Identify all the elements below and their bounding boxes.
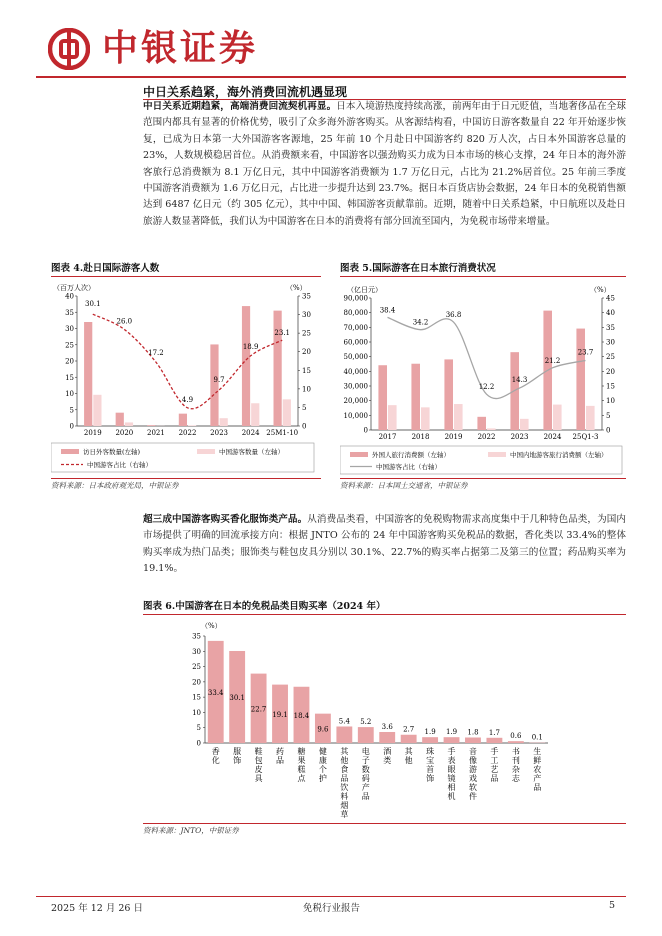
x-tick-label: 2022 xyxy=(477,433,496,441)
left-tick-label: 15 xyxy=(65,373,74,382)
y-axis-unit: （%） xyxy=(201,622,222,630)
x-tick-label: 2024 xyxy=(241,429,260,437)
category-label-char: 件 xyxy=(468,792,477,801)
line-data-label: 21.2 xyxy=(544,356,561,365)
category-label-char: 镜 xyxy=(447,774,456,783)
category-label-char: 烟 xyxy=(340,801,349,810)
right-axis-unit: （%） xyxy=(590,286,611,294)
fig4-title-rule xyxy=(51,276,321,277)
bar-value-label: 5.2 xyxy=(360,718,372,727)
bar-fig5-china xyxy=(586,406,595,430)
x-tick-label: 2021 xyxy=(147,429,165,437)
line-data-label: 26.0 xyxy=(116,317,133,326)
category-label-char: 电 xyxy=(361,747,370,756)
paragraph-lead: 中日关系近期趋紧，高端消费回流契机再显。 xyxy=(143,101,337,112)
category-bar xyxy=(486,738,502,743)
category-label-char: 产 xyxy=(533,774,542,783)
category-bar xyxy=(465,737,481,743)
section-title: 中日关系趋紧，海外消费回流机遇显现 xyxy=(143,85,348,99)
category-label-char: 宝 xyxy=(426,756,435,765)
category-label-char: 健 xyxy=(318,747,327,756)
category-bar xyxy=(358,727,374,743)
category-bar xyxy=(508,741,524,743)
bar-value-label: 19.1 xyxy=(272,710,288,719)
line-data-label: 14.3 xyxy=(511,376,528,385)
bar-value-label: 1.7 xyxy=(488,728,500,737)
x-tick-label: 25M1-10 xyxy=(266,429,299,437)
category-label-char: 化 xyxy=(211,756,220,765)
category-label-char: 饮 xyxy=(340,783,349,792)
bar-fig4-china xyxy=(188,425,196,426)
category-label-char: 糕 xyxy=(297,765,306,774)
company-logo-icon xyxy=(48,28,90,70)
y-tick-label: 20 xyxy=(192,678,201,687)
right-tick-label: 10 xyxy=(606,397,615,406)
legend-label: 中国内地游客旅行消费额（左轴） xyxy=(510,451,608,459)
category-label-char: 护 xyxy=(318,774,327,783)
fig4-source-rule xyxy=(51,478,321,479)
legend-swatch xyxy=(197,449,215,454)
left-tick-label: 60,000 xyxy=(343,338,368,347)
bar-fig5-total xyxy=(477,417,486,430)
bar-value-label: 1.9 xyxy=(424,728,436,737)
right-tick-label: 40 xyxy=(606,309,615,318)
category-bar xyxy=(336,726,352,743)
category-label-char: 香 xyxy=(211,747,220,756)
bar-fig5-total xyxy=(378,365,387,430)
bar-fig5-china xyxy=(421,407,430,430)
line-data-label: 17.2 xyxy=(148,349,164,358)
category-label-char: 饰 xyxy=(426,774,435,783)
x-tick-label: 2019 xyxy=(83,429,102,437)
fig4-title: 图表 4.赴日国际游客人数 xyxy=(51,263,160,274)
category-label-char: 手 xyxy=(447,747,456,756)
bar-value-label: 5.4 xyxy=(338,717,350,726)
fig5-source: 资料来源：日本国土交通省，中银证券 xyxy=(340,481,468,490)
right-tick-label: 5 xyxy=(302,403,307,412)
right-tick-label: 30 xyxy=(606,338,615,347)
right-tick-label: 10 xyxy=(302,385,311,394)
left-tick-label: 50,000 xyxy=(343,353,368,362)
left-tick-label: 80,000 xyxy=(343,309,368,318)
bar-fig4-total xyxy=(179,414,187,426)
right-tick-label: 15 xyxy=(302,366,311,375)
category-label-char: 珠 xyxy=(426,747,435,756)
bar-fig4-china xyxy=(125,422,133,426)
category-label-char: 产 xyxy=(361,783,370,792)
y-tick-label: 5 xyxy=(196,724,201,733)
bar-fig4-total xyxy=(84,322,92,426)
legend-label: 中国游客占比（右轴） xyxy=(87,461,152,469)
bar-fig4-china xyxy=(93,395,101,426)
paragraph-china-japan xyxy=(143,99,626,230)
x-tick-label: 2017 xyxy=(378,433,397,441)
right-tick-label: 25 xyxy=(606,353,615,362)
left-tick-label: 0 xyxy=(69,422,74,431)
category-bar xyxy=(379,732,395,743)
bar-value-label: 1.9 xyxy=(445,728,458,737)
legend-label: 外国人旅行消费额（左轴） xyxy=(372,451,450,459)
fig5-chart xyxy=(340,278,626,476)
y-tick-label: 25 xyxy=(192,663,201,672)
left-tick-label: 0 xyxy=(363,426,368,435)
category-label-char: 鲜 xyxy=(533,756,542,765)
left-tick-label: 40,000 xyxy=(343,367,368,376)
bar-fig4-total xyxy=(242,306,250,426)
category-label-char: 其 xyxy=(404,747,413,756)
x-tick-label: 2023 xyxy=(210,429,228,437)
category-label-char: 其 xyxy=(340,747,349,756)
fig5-title-rule xyxy=(340,276,626,277)
line-data-label: 18.9 xyxy=(242,342,259,351)
category-label-char: 农 xyxy=(533,765,542,774)
right-tick-label: 0 xyxy=(302,422,307,431)
fig4-source: 资料来源：日本政府观光局，中银证券 xyxy=(51,481,179,490)
bar-fig4-total xyxy=(210,344,218,426)
line-data-label: 4.9 xyxy=(181,395,194,404)
right-tick-label: 35 xyxy=(606,323,615,332)
legend-swatch xyxy=(350,452,368,457)
right-tick-label: 5 xyxy=(606,411,611,420)
right-tick-label: 20 xyxy=(606,367,615,376)
y-tick-label: 30 xyxy=(192,647,201,656)
legend-label: 中国游客数量（左轴） xyxy=(219,448,284,456)
category-label-char: 像 xyxy=(468,756,477,765)
y-tick-label: 0 xyxy=(196,739,201,748)
left-tick-label: 30 xyxy=(65,325,74,333)
category-label-char: 食 xyxy=(340,765,349,774)
category-label-char: 药 xyxy=(276,747,285,756)
brand-name: 中银证券 xyxy=(102,27,259,69)
category-label-char: 数 xyxy=(361,765,370,774)
paragraph-body: 日本入境游热度持续高涨，前两年由于日元贬值，当地奢侈品在全球范围内都具有显著的价格优势，吸引了众多海外游客购买。从客源结构看，中国访日游客数量自 22 年开始逐步恢复，已成为日本第一大外国游客客源地，25 年前 10 个月赴日中国游客约 820 万人次，占日本外国游客总量的 23%，人数规模稳居首位。从消费额来看，中国游客以强劲购买力成为日本市场的核心支撑，24 年日本的海外游客旅行总消费额为 8.1 万亿日元，其中中国游客消费额为 1.7 万亿日元，占比为 21.2%居首位。25 年前三季度中国游客消费额为 1.6 万亿日元，占比进一步提升达到 23.7%。据日本百货店协会数据，24 年日本的免税销售额达到 6487 亿日元（约 305 亿元），其中中国、韩国游客贡献靠前。近期，随着中日关系趋紧，中日航班以及赴日旅游人数显著降低，我们认为中国游客在日本的消费将有部分回流至国内，为免税市场带来增量。 xyxy=(143,101,627,227)
bar-fig4-china xyxy=(251,403,259,426)
category-bar xyxy=(444,737,460,743)
bar-value-label: 18.4 xyxy=(293,711,310,720)
x-tick-label: 2019 xyxy=(444,433,463,441)
category-label-char: 皮 xyxy=(254,765,263,774)
category-label-char: 艺 xyxy=(490,765,499,774)
category-label-char: 相 xyxy=(447,783,456,792)
left-tick-label: 40 xyxy=(65,292,74,301)
left-tick-label: 20 xyxy=(65,357,74,366)
bar-fig4-total xyxy=(116,413,124,426)
bar-fig5-total xyxy=(444,359,453,430)
bar-value-label: 22.7 xyxy=(250,705,267,714)
category-label-char: 书 xyxy=(511,747,520,756)
category-label-char: 志 xyxy=(511,774,520,783)
left-axis-unit: （亿日元） xyxy=(347,286,382,294)
line-data-label: 30.1 xyxy=(84,300,101,309)
right-tick-label: 25 xyxy=(302,329,311,338)
bar-fig4-total xyxy=(274,311,282,426)
fig5-title: 图表 5.国际游客在日本旅行消费状况 xyxy=(340,263,496,274)
category-label-char: 码 xyxy=(361,774,370,783)
bar-fig5-china xyxy=(487,428,496,430)
right-tick-label: 30 xyxy=(302,311,311,320)
category-label-char: 游 xyxy=(468,765,477,774)
y-tick-label: 35 xyxy=(192,632,201,641)
line-data-label: 34.2 xyxy=(412,318,429,327)
category-label-char: 杂 xyxy=(511,765,520,774)
bar-value-label: 3.6 xyxy=(381,722,393,731)
bar-fig4-total xyxy=(147,425,155,426)
right-tick-label: 0 xyxy=(606,426,611,435)
category-label-char: 首 xyxy=(426,765,435,774)
left-tick-label: 20,000 xyxy=(343,397,368,406)
bar-fig5-china xyxy=(454,404,463,430)
fig4-chart xyxy=(51,278,321,476)
legend-label: 访日外客数量(左轴) xyxy=(83,448,141,456)
line-data-label: 12.2 xyxy=(478,383,495,392)
line-data-label: 9.7 xyxy=(213,375,225,384)
category-label-char: 品 xyxy=(533,783,542,792)
category-label-char: 具 xyxy=(254,774,263,783)
category-label-char: 康 xyxy=(318,756,327,765)
category-label-char: 他 xyxy=(404,756,413,765)
left-axis-unit: （百万人次） xyxy=(53,284,95,292)
footer-rule xyxy=(36,896,626,897)
x-tick-label: 2020 xyxy=(115,429,134,437)
category-label-char: 饰 xyxy=(233,756,242,765)
category-label-char: 草 xyxy=(340,810,349,819)
bar-value-label: 0.1 xyxy=(531,733,543,742)
fig6-source: 资料来源：JNTO，中银证券 xyxy=(143,826,239,835)
right-tick-label: 15 xyxy=(606,382,615,391)
category-label-char: 包 xyxy=(254,756,263,765)
footer-date: 2025 年 12 月 26 日 xyxy=(51,903,143,914)
share-line xyxy=(93,314,282,409)
legend-swatch xyxy=(488,452,506,457)
bar-value-label: 30.1 xyxy=(229,693,245,702)
category-label-char: 品 xyxy=(361,792,370,801)
bar-fig4-china xyxy=(220,418,228,426)
right-tick-label: 20 xyxy=(302,348,311,357)
line-data-label: 23.1 xyxy=(274,329,291,338)
legend-label: 中国游客占比（右轴） xyxy=(376,463,441,471)
footer-page-number: 5 xyxy=(609,900,616,911)
bar-value-label: 0.6 xyxy=(510,732,522,741)
paragraph-lead: 超三成中国游客购买香化服饰类产品。 xyxy=(143,514,308,525)
fig6-title: 图表 6.中国游客在日本的免税品类目购买率（2024 年） xyxy=(143,601,386,612)
bar-value-label: 9.6 xyxy=(317,725,329,734)
category-label-char: 刊 xyxy=(511,756,520,765)
line-data-label: 38.4 xyxy=(379,306,396,315)
category-label-char: 机 xyxy=(447,792,456,801)
category-label-char: 生 xyxy=(533,747,542,756)
x-tick-label: 2022 xyxy=(178,429,197,437)
bar-value-label: 33.4 xyxy=(207,688,224,697)
category-label-char: 他 xyxy=(340,756,349,765)
bar-fig5-china xyxy=(520,419,529,430)
bar-value-label: 1.8 xyxy=(467,728,479,737)
category-label-char: 酒 xyxy=(383,747,392,756)
bar-fig4-china xyxy=(283,399,291,426)
line-data-label: 36.8 xyxy=(445,311,462,320)
y-tick-label: 15 xyxy=(192,693,201,702)
category-label-char: 工 xyxy=(490,756,499,765)
left-tick-label: 25 xyxy=(65,341,74,350)
category-label-char: 服 xyxy=(233,747,242,756)
bar-fig5-china xyxy=(388,405,397,430)
category-label-char: 个 xyxy=(318,765,327,774)
right-axis-unit: （%） xyxy=(286,284,307,292)
paragraph-body: 从消费品类看，中国游客的免税购物需求高度集中于几种特色品类，为国内市场提供了明确的回流承接方向：根据 JNTO 公布的 24 年中国游客购买免税品的数据，香化类以 33.4%的整体购买率成为热门品类；服饰类与鞋包皮具分别以 30.1%、22.7%的购买率占据第二及第三的位置；药品购买率为 19.1%。 xyxy=(143,514,627,575)
category-label-char: 糖 xyxy=(297,747,306,756)
category-label-char: 戏 xyxy=(468,774,477,783)
left-tick-label: 30,000 xyxy=(343,382,368,391)
category-label-char: 鞋 xyxy=(254,747,263,756)
category-label-char: 子 xyxy=(361,756,370,765)
left-tick-label: 5 xyxy=(69,406,74,415)
category-label-char: 软 xyxy=(468,783,477,792)
fig6-title-rule xyxy=(143,614,626,615)
right-tick-label: 35 xyxy=(302,292,311,301)
category-label-char: 果 xyxy=(297,756,306,765)
footer-report-name: 免税行业报告 xyxy=(303,903,361,914)
x-tick-label: 25Q1-3 xyxy=(572,433,599,441)
header-rule xyxy=(36,76,626,78)
category-label-char: 音 xyxy=(468,747,477,756)
category-label-char: 手 xyxy=(490,747,499,756)
category-bar xyxy=(401,735,417,743)
category-label-char: 料 xyxy=(340,792,349,801)
line-data-label: 23.7 xyxy=(577,348,594,357)
left-tick-label: 90,000 xyxy=(343,294,368,303)
category-label-char: 品 xyxy=(340,774,349,783)
left-tick-label: 35 xyxy=(65,308,74,317)
paragraph-categories xyxy=(143,512,626,578)
left-tick-label: 70,000 xyxy=(343,323,368,332)
bar-fig5-total xyxy=(411,364,420,430)
bar-fig5-china xyxy=(553,405,562,430)
fig6-chart xyxy=(143,616,626,822)
category-label-char: 眼 xyxy=(447,765,456,774)
left-tick-label: 10,000 xyxy=(343,411,368,420)
category-label-char: 点 xyxy=(297,774,306,783)
bar-value-label: 2.7 xyxy=(403,725,415,734)
y-tick-label: 10 xyxy=(192,708,201,717)
fig5-source-rule xyxy=(340,478,626,479)
category-label-char: 类 xyxy=(383,756,392,765)
right-tick-label: 45 xyxy=(606,294,615,303)
category-label-char: 品 xyxy=(276,756,285,765)
x-tick-label: 2018 xyxy=(411,433,430,441)
category-bar xyxy=(422,737,438,743)
left-tick-label: 10 xyxy=(65,390,74,398)
legend-swatch xyxy=(61,449,79,454)
bar-fig5-total xyxy=(576,329,585,430)
x-tick-label: 2023 xyxy=(510,433,529,441)
category-label-char: 品 xyxy=(490,774,499,783)
x-tick-label: 2024 xyxy=(543,433,562,441)
category-label-char: 表 xyxy=(447,756,456,765)
fig6-source-rule xyxy=(143,823,626,824)
